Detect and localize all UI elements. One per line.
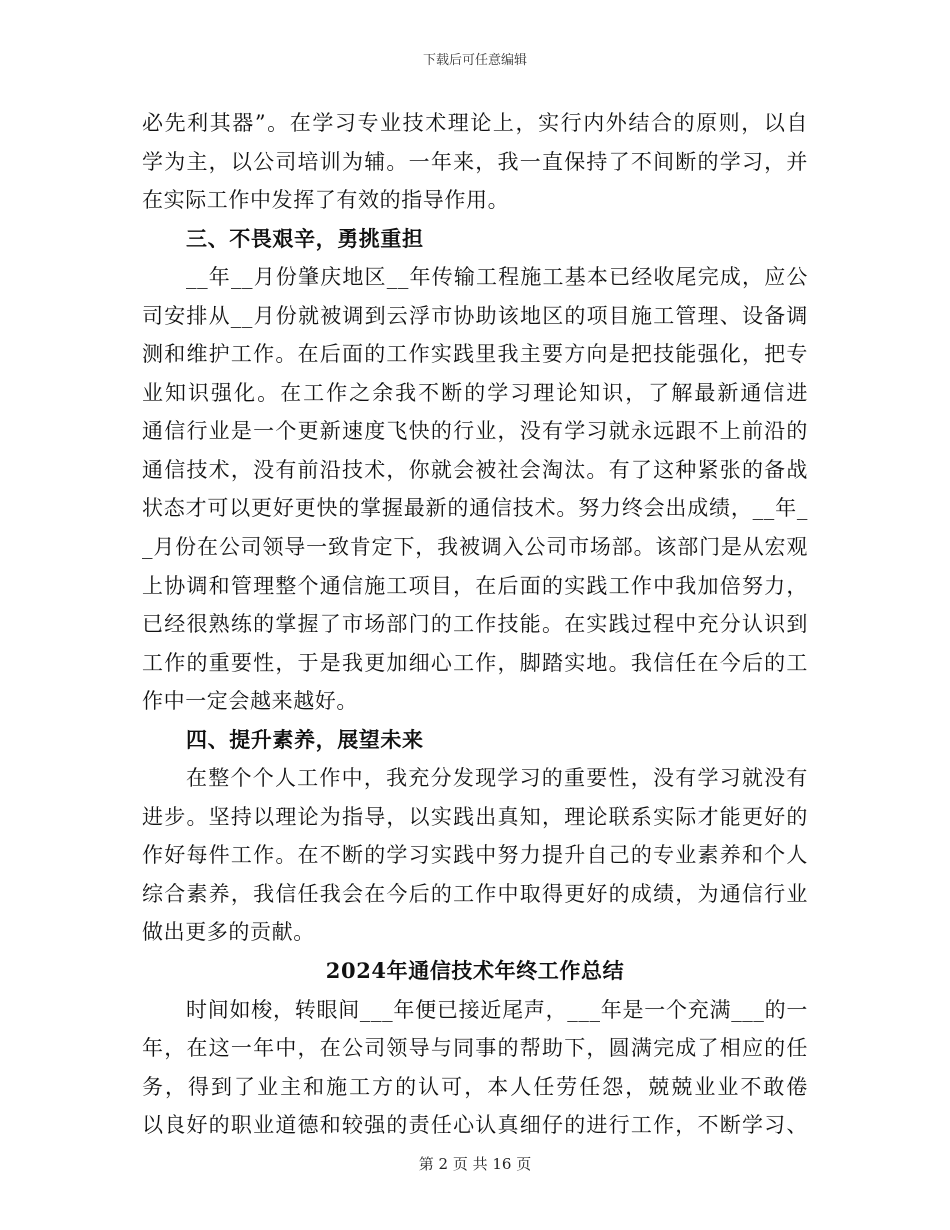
- body-line: 状态才可以更好更快的掌握最新的通信技术。努力终会出成绩，__年_: [142, 496, 808, 521]
- body-line: 上协调和管理整个通信施工项目，在后面的实践工作中我加倍努力，: [142, 573, 808, 598]
- body-line: 司安排从__月份就被调到云浮市协助该地区的项目施工管理、设备调: [142, 303, 808, 328]
- body-line: 工作的重要性，于是我更加细心工作，脚踏实地。我信任在今后的工: [142, 650, 808, 675]
- body-line: 做出更多的贡献。: [142, 920, 315, 945]
- page-header-note: 下载后可任意编辑: [422, 53, 527, 68]
- body-line: 在整个个人工作中，我充分发现学习的重要性，没有学习就没有: [186, 766, 808, 791]
- body-line: 以良好的职业道德和较强的责任心认真细仔的进行工作，不断学习、: [142, 1113, 808, 1138]
- document-body: [142, 104, 808, 1145]
- body-line: 作好每件工作。在不断的学习实践中努力提升自己的专业素养和个人: [142, 843, 808, 868]
- body-line: 时间如梭，转眼间___年便已接近尾声，___年是一个充满___的一: [186, 997, 808, 1022]
- body-line: 学为主，以公司培训为辅。一年来，我一直保持了不间断的学习，并: [142, 149, 808, 174]
- body-line: 已经很熟练的掌握了市场部门的工作技能。在实践过程中充分认识到: [142, 612, 808, 637]
- body-line: 业知识强化。在工作之余我不断的学习理论知识，了解最新通信进: [142, 380, 808, 405]
- body-line: 综合素养，我信任我会在今后的工作中取得更好的成绩，为通信行业: [142, 881, 808, 906]
- body-line: 年，在这一年中，在公司领导与同事的帮助下，圆满完成了相应的任: [142, 1036, 808, 1061]
- body-line: 通信技术，没有前沿技术，你就会被社会淘汰。有了这种紧张的备战: [142, 457, 808, 482]
- body-line: 进步。坚持以理论为指导，以实践出真知，理论联系实际才能更好的: [142, 804, 808, 829]
- section-heading-4: 四、提升素养，展望未来: [186, 726, 424, 752]
- body-line: 测和维护工作。在后面的工作实践里我主要方向是把技能强化，把专: [142, 342, 808, 367]
- body-line: __年__月份肇庆地区__年传输工程施工基本已经收尾完成，应公: [186, 265, 808, 290]
- body-line: 通信行业是一个更新速度飞快的行业，没有学习就永远跟不上前沿的: [142, 419, 808, 444]
- body-line: 在实际工作中发挥了有效的指导作用。: [142, 188, 510, 213]
- section-heading-3: 三、不畏艰辛，勇挑重担: [186, 225, 424, 251]
- body-line: _月份在公司领导一致肯定下，我被调入公司市场部。该部门是从宏观: [142, 535, 808, 560]
- document-title: 2024年通信技术年终工作总结: [325, 958, 625, 984]
- body-line: 作中一定会越来越好。: [142, 689, 358, 714]
- body-line: 必先利其器”。在学习专业技术理论上，实行内外结合的原则，以自: [142, 111, 808, 135]
- page-number: 第 2 页 共 16 页: [418, 1155, 532, 1173]
- body-line: 务，得到了业主和施工方的认可，本人任劳任怨，兢兢业业不敢倦: [142, 1074, 808, 1099]
